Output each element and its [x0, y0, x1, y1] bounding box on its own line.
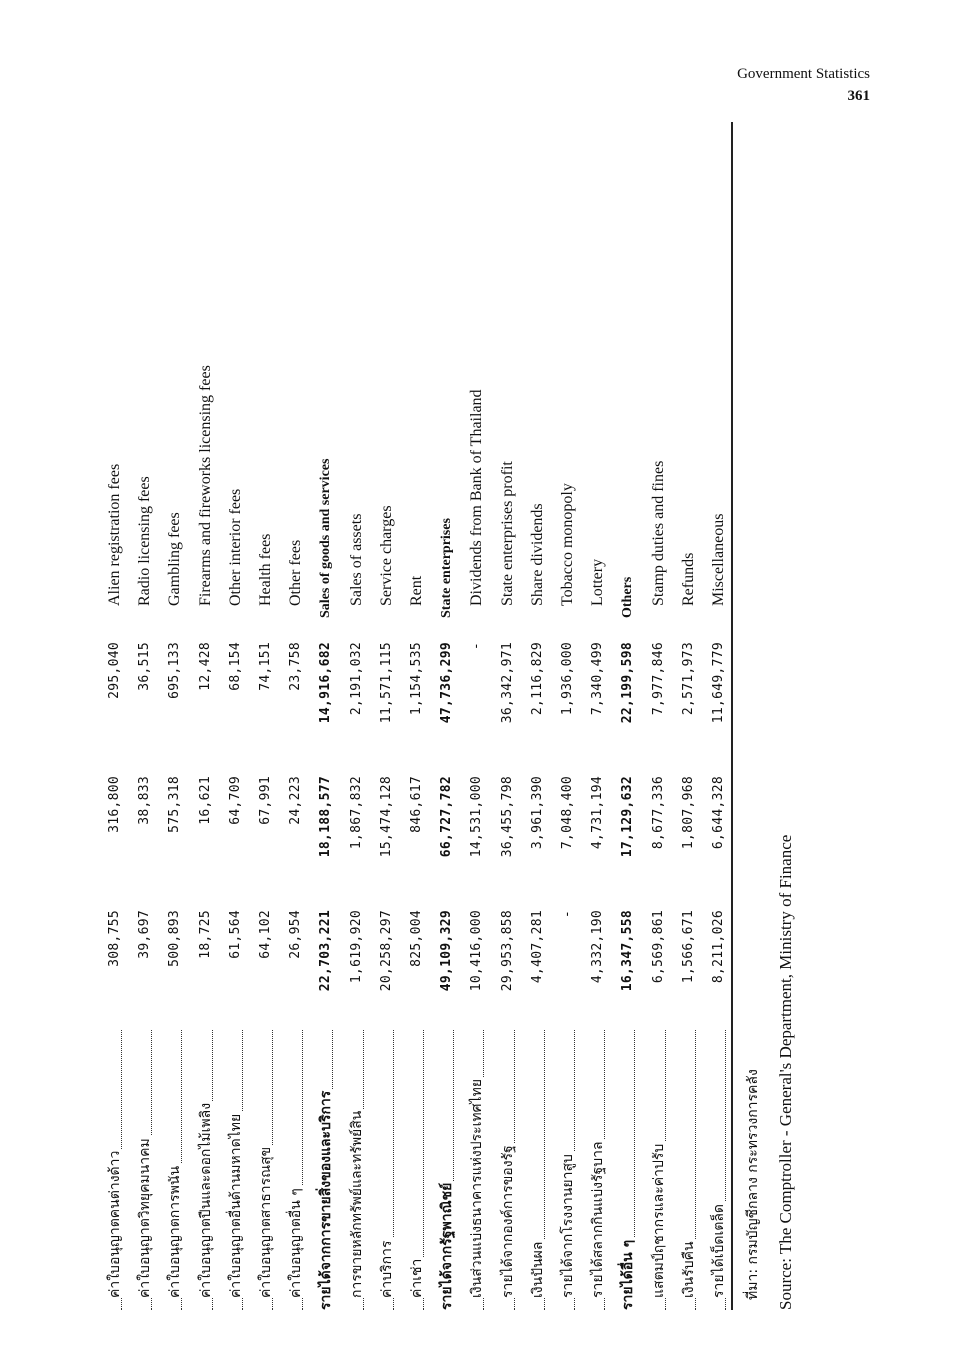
value-col-3: - — [469, 642, 485, 651]
thai-label: เงินส่วนแบ่งธนาคารแห่งประเทศไทย — [469, 1078, 486, 1298]
thai-label: รายได้สลากกินแบ่งรัฐบาล — [590, 1141, 607, 1298]
table-row — [462, 122, 492, 1310]
thai-label: ค่าใบอนุญาตการพนัน — [167, 1165, 184, 1298]
english-label: Refunds — [679, 552, 697, 606]
value-col-2: 4,731,194 — [590, 776, 606, 850]
value-col-3: 23,758 — [288, 642, 304, 691]
table-row — [523, 122, 553, 1310]
english-label: Other interior fees — [226, 488, 244, 606]
thai-label: รายได้จากโรงงานยาสูบ — [560, 1154, 576, 1298]
value-col-2: 3,961,390 — [529, 776, 545, 850]
thai-label-cell — [674, 1024, 704, 1310]
english-label: Radio licensing fees — [136, 476, 154, 606]
value-col-1: 825,004 — [409, 910, 424, 967]
value-col-3: 68,154 — [227, 642, 243, 691]
value-col-1: 18,725 — [197, 910, 213, 959]
thai-label-cell — [644, 1024, 674, 1310]
thai-label: ค่าบริการ — [378, 1240, 395, 1298]
thai-label-cell — [160, 1024, 190, 1310]
table-bottom-rule — [731, 122, 733, 1310]
value-col-1: 16,347,558 — [620, 910, 636, 992]
thai-label: การขายหลักทรัพย์และทรัพย์สิน — [348, 1110, 365, 1298]
thai-label: ค่าใบอนุญาตคนต่างด้าว — [107, 1150, 123, 1298]
value-col-1: - — [560, 910, 575, 919]
english-label: State enterprises — [439, 518, 455, 618]
english-label: Sales of assets — [347, 513, 365, 606]
english-label: Other fees — [287, 539, 305, 606]
value-col-3: 47,736,299 — [439, 642, 455, 724]
english-label: Miscellaneous — [710, 513, 727, 606]
thai-label-cell — [613, 1024, 643, 1310]
value-col-2: 16,621 — [197, 776, 213, 825]
thai-label-cell — [372, 1024, 402, 1310]
thai-label: รายได้เบ็ดเตล็ด — [711, 1203, 727, 1298]
value-col-3: 11,571,115 — [378, 642, 394, 724]
value-col-1: 8,211,026 — [711, 910, 726, 984]
value-col-2: 8,677,336 — [650, 776, 666, 850]
value-col-1: 1,566,671 — [680, 910, 696, 984]
value-col-3: 74,151 — [258, 642, 273, 691]
value-col-2: 14,531,000 — [469, 776, 485, 858]
english-label: State enterprises profit — [498, 461, 516, 606]
table-row — [644, 122, 674, 1310]
english-label: Health fees — [257, 533, 274, 606]
value-col-2: 846,617 — [409, 776, 424, 833]
value-col-2: 316,800 — [107, 776, 122, 833]
thai-label-cell — [130, 1024, 160, 1310]
value-col-1: 64,102 — [258, 910, 273, 959]
value-col-3: 36,342,971 — [499, 642, 515, 724]
table-row — [160, 122, 190, 1310]
value-col-1: 22,703,221 — [318, 910, 334, 992]
value-col-2: 575,318 — [167, 776, 183, 833]
thai-label: เงินปันผล — [529, 1241, 546, 1298]
english-label: Lottery — [589, 558, 607, 606]
value-col-3: 36,515 — [137, 642, 153, 691]
value-col-1: 20,258,297 — [378, 910, 394, 992]
english-label: Gambling fees — [166, 512, 184, 606]
thai-label: ค่าใบอนุญาตอื่น ๆ — [288, 1188, 305, 1298]
table-row — [402, 122, 432, 1310]
table-row — [221, 122, 251, 1310]
source-note-thai: ที่มา: กรมบัญชีกลาง กระทรวงการคลัง — [745, 1069, 761, 1300]
thai-label-cell — [221, 1024, 251, 1310]
thai-label-cell — [281, 1024, 311, 1310]
table-row — [372, 122, 402, 1310]
value-col-3: 2,116,829 — [529, 642, 545, 716]
value-col-1: 6,569,861 — [650, 910, 666, 984]
value-col-2: 7,048,400 — [560, 776, 575, 850]
value-col-3: 7,977,846 — [650, 642, 666, 716]
value-col-2: 38,833 — [137, 776, 153, 825]
thai-label-cell — [402, 1024, 432, 1310]
table-row — [342, 122, 372, 1310]
table-row — [432, 122, 462, 1310]
thai-label: ค่าใบอนุญาตปืนและดอกไม้เพลิง — [197, 1102, 214, 1298]
table-row — [311, 122, 341, 1310]
value-col-3: 295,040 — [107, 642, 122, 699]
thai-label-cell — [553, 1024, 583, 1310]
value-col-2: 1,807,968 — [680, 776, 696, 850]
value-col-3: 12,428 — [197, 642, 213, 691]
value-col-3: 695,133 — [167, 642, 183, 699]
value-col-3: 2,571,973 — [680, 642, 696, 716]
thai-label-cell — [583, 1024, 613, 1310]
english-label: Share dividends — [528, 503, 546, 606]
english-label: Service charges — [377, 505, 395, 606]
value-col-2: 64,709 — [227, 776, 243, 825]
thai-label-cell — [523, 1024, 553, 1310]
table-row — [704, 122, 734, 1310]
value-col-1: 10,416,000 — [469, 910, 485, 992]
revenue-table — [92, 122, 868, 1310]
value-col-1: 39,697 — [137, 910, 153, 959]
table-row — [281, 122, 311, 1310]
english-label: Firearms and fireworks licensing fees — [196, 365, 214, 606]
english-label: Tobacco monopoly — [559, 483, 576, 606]
thai-label: รายได้อื่น ๆ — [620, 1239, 637, 1310]
thai-label: ค่าใบอนุญาตอื่นด้านมหาดไทย — [227, 1113, 244, 1298]
thai-label: ค่าใบอนุญาตสาธารณสุข — [258, 1146, 274, 1298]
value-col-2: 18,188,577 — [318, 776, 334, 858]
value-col-3: 22,199,598 — [620, 642, 636, 724]
thai-label: ค่าใบอนุญาตวิทยุคมนาคม — [137, 1138, 154, 1298]
thai-label-cell — [251, 1024, 281, 1310]
value-col-2: 1,867,832 — [348, 776, 364, 850]
thai-label: ค่าเช่า — [409, 1258, 425, 1298]
value-col-2: 17,129,632 — [620, 776, 636, 858]
table-row — [674, 122, 704, 1310]
value-col-3: 1,936,000 — [560, 642, 575, 716]
thai-label: รายได้จากรัฐพาณิชย์ — [439, 1182, 456, 1310]
value-col-2: 15,474,128 — [378, 776, 394, 858]
table-row — [493, 122, 523, 1310]
table-row — [100, 122, 130, 1310]
value-col-1: 1,619,920 — [348, 910, 364, 984]
value-col-1: 61,564 — [227, 910, 243, 959]
value-col-1: 49,109,329 — [439, 910, 455, 992]
value-col-2: 6,644,328 — [711, 776, 726, 850]
thai-label-cell — [432, 1024, 462, 1310]
source-note-english: Source: The Comptroller - General's Department, Ministry of Finance — [776, 834, 795, 1310]
thai-label: เงินรับคืน — [680, 1241, 697, 1298]
value-col-2: 36,455,798 — [499, 776, 515, 858]
english-label: Sales of goods and services — [318, 458, 334, 618]
value-col-1: 500,893 — [167, 910, 183, 967]
thai-label: แสตมป์ฤชากรและค่าปรับ — [650, 1143, 667, 1298]
thai-label-cell — [342, 1024, 372, 1310]
value-col-1: 26,954 — [288, 910, 304, 959]
table-row — [613, 122, 643, 1310]
english-label: Others — [620, 576, 636, 618]
table-row — [130, 122, 160, 1310]
value-col-2: 24,223 — [288, 776, 304, 825]
thai-label-cell — [704, 1024, 734, 1310]
page-number: 361 — [847, 88, 870, 104]
thai-label: รายได้จากองค์การของรัฐ — [499, 1145, 516, 1298]
value-col-3: 1,154,535 — [409, 642, 424, 716]
table-row — [191, 122, 221, 1310]
english-label: Dividends from Bank of Thailand — [468, 389, 486, 606]
value-col-1: 4,407,281 — [529, 910, 545, 984]
value-col-2: 67,991 — [258, 776, 273, 825]
running-header-title: Government Statistics — [737, 66, 870, 82]
table-row — [251, 122, 281, 1310]
value-col-2: 66,727,782 — [439, 776, 455, 858]
english-label: Stamp duties and fines — [649, 460, 667, 606]
thai-label-cell — [311, 1024, 341, 1310]
value-col-3: 11,649,779 — [711, 642, 726, 724]
thai-label-cell — [493, 1024, 523, 1310]
thai-label-cell — [462, 1024, 492, 1310]
english-label: Alien registration fees — [106, 463, 123, 606]
thai-label: รายได้จากการขายสิ่งของและบริการ — [318, 1090, 335, 1310]
value-col-1: 29,953,858 — [499, 910, 515, 992]
value-col-1: 308,755 — [107, 910, 122, 967]
table-row — [583, 122, 613, 1310]
value-col-3: 14,916,682 — [318, 642, 334, 724]
value-col-3: 2,191,032 — [348, 642, 364, 716]
value-col-1: 4,332,190 — [590, 910, 606, 984]
table-row — [553, 122, 583, 1310]
value-col-3: 7,340,499 — [590, 642, 606, 716]
english-label: Rent — [408, 575, 425, 606]
thai-label-cell — [191, 1024, 221, 1310]
thai-label-cell — [100, 1024, 130, 1310]
